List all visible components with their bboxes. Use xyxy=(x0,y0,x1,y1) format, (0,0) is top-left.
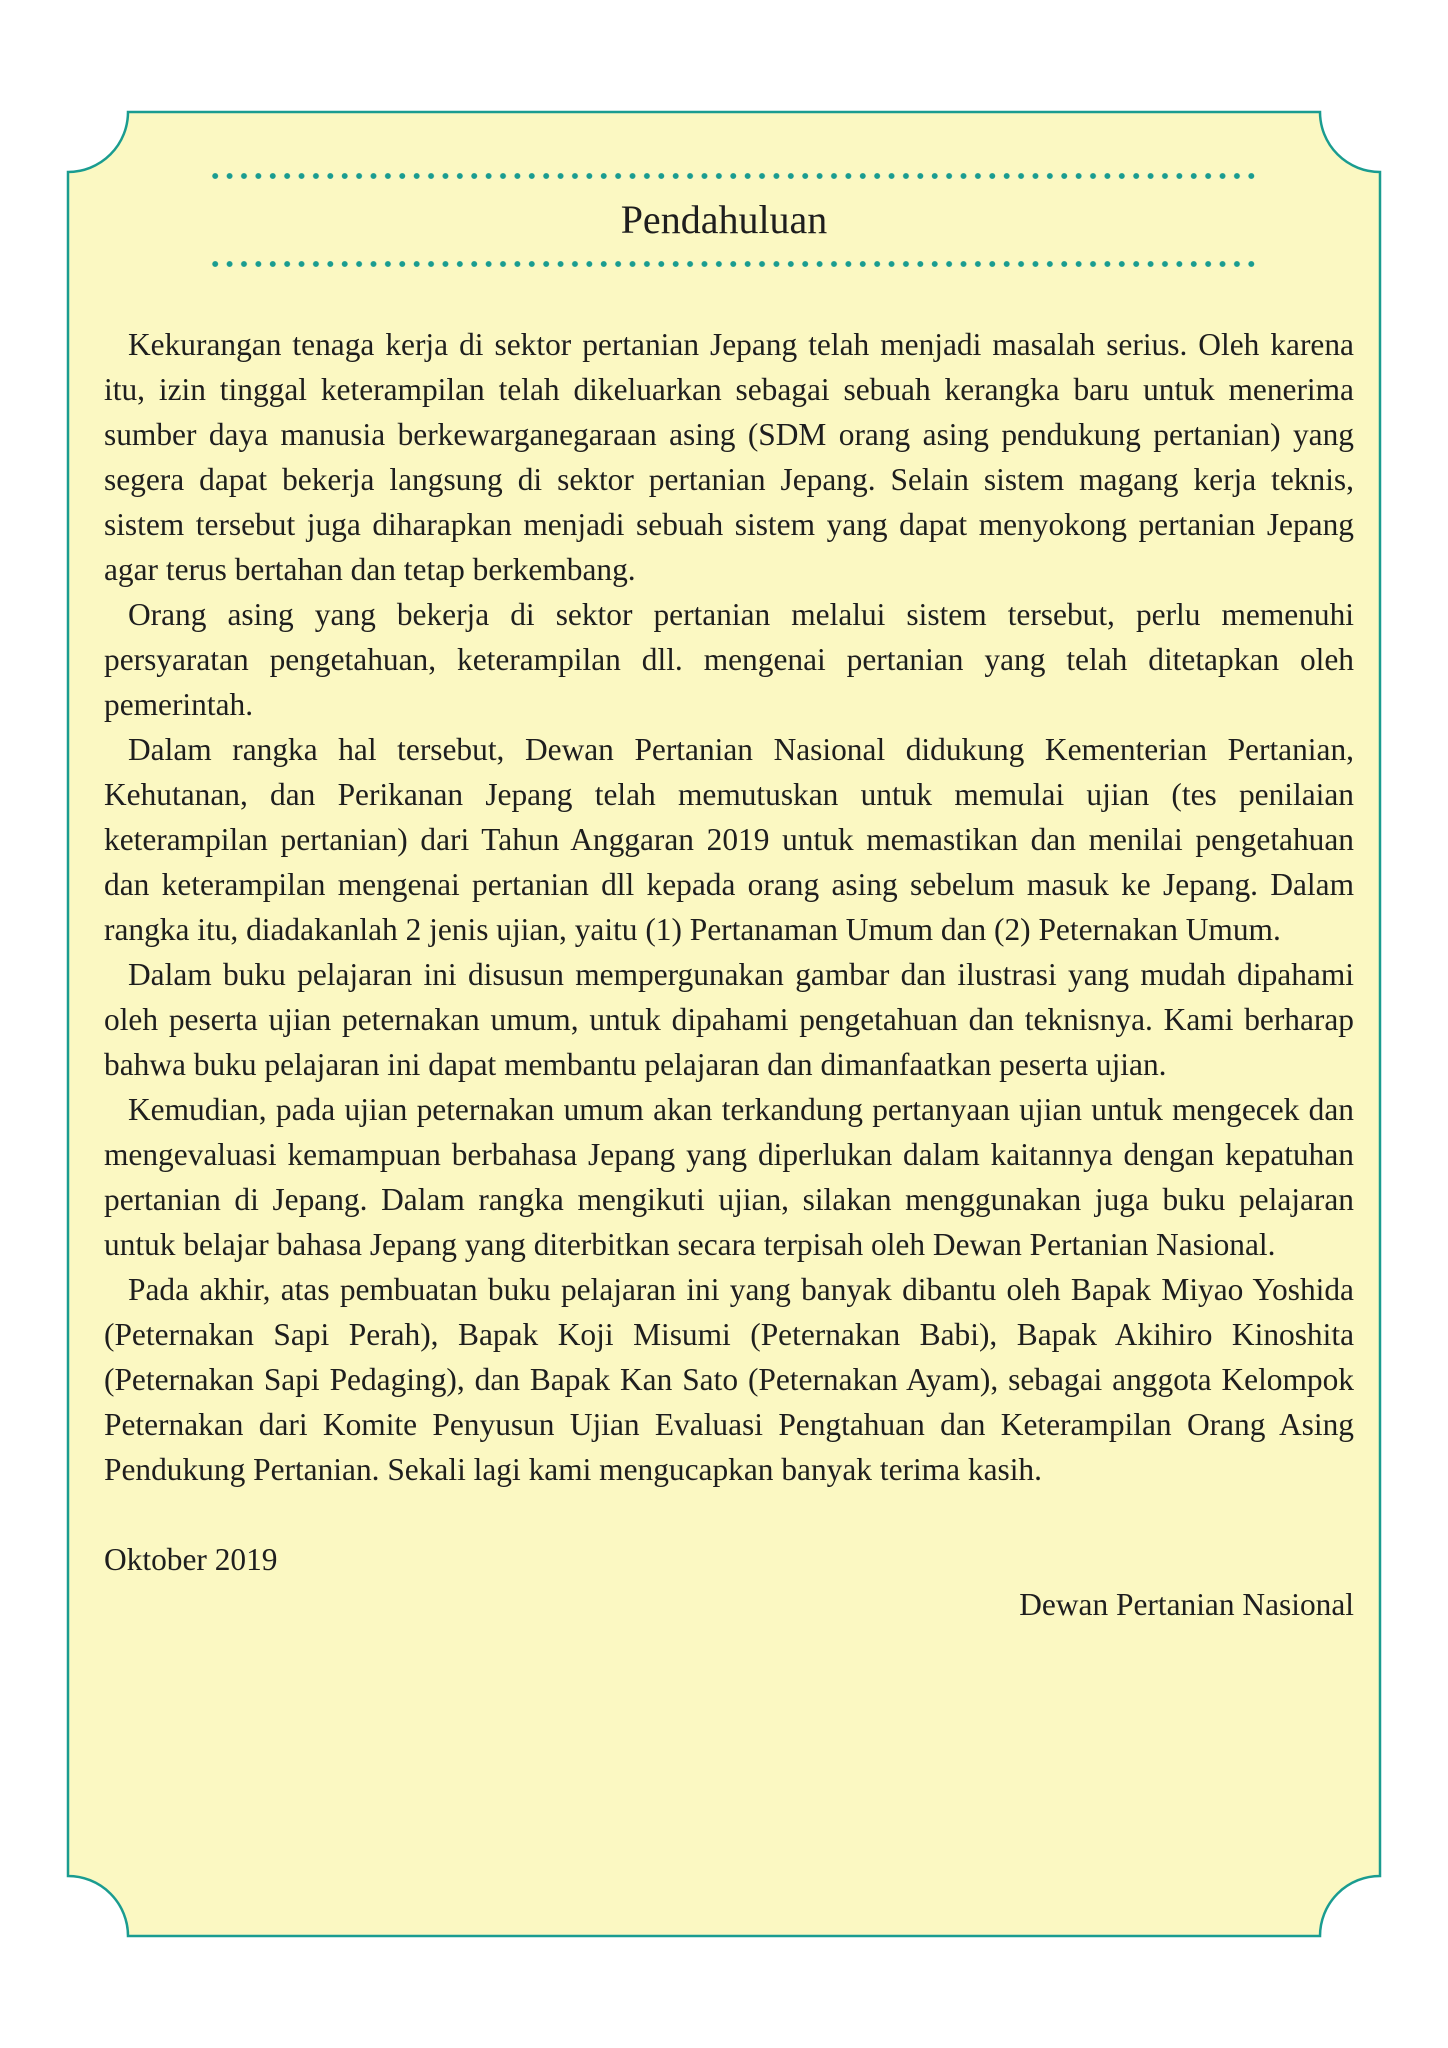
dotted-divider-top xyxy=(208,172,1256,180)
paragraph-5: Kemudian, pada ujian peternakan umum akan terkandung pertanyaan ujian untuk mengecek dan mengevaluasi kemampuan berbahasa Jepang yang diperlukan dalam kaitannya dengan kepatuhan pertanian di Jepang. Dalam rangka mengikuti ujian, silakan menggunakan juga buku pelajaran untuk belajar bahasa Jepang yang diterbitkan secara terpisah oleh Dewan Pertanian Nasional. xyxy=(104,1092,1354,1262)
document-signature: Dewan Pertanian Nasional xyxy=(1019,1587,1354,1622)
dotted-divider-bottom xyxy=(208,260,1256,268)
page-title: Pendahuluan xyxy=(620,197,828,242)
paragraph-1: Kekurangan tenaga kerja di sektor pertanian Jepang telah menjadi masalah serius. Oleh karena itu, izin tinggal keterampilan telah dikeluarkan sebagai sebuah kerangka baru untuk menerima sumber daya manusia berkewarganegaraan asing (SDM orang asing pendukung pertanian) yang segera dapat bekerja langsung di sektor pertanian Jepang. Selain sistem magang kerja teknis, sistem tersebut juga diharapkan menjadi sebuah sistem yang dapat menyokong pertanian Jepang agar terus bertahan dan tetap berkembang. xyxy=(104,327,1354,587)
paragraph-4: Dalam buku pelajaran ini disusun mempergunakan gambar dan ilustrasi yang mudah dipahami oleh peserta ujian peternakan umum, untuk dipahami pengetahuan dan teknisnya. Kami berharap bahwa buku pelajaran ini dapat membantu pelajaran dan dimanfaatkan peserta ujian. xyxy=(104,957,1354,1082)
document-date: Oktober 2019 xyxy=(104,1542,278,1577)
document-body xyxy=(104,322,1354,1627)
paragraph-3: Dalam rangka hal tersebut, Dewan Pertanian Nasional didukung Kementerian Pertanian, Kehutanan, dan Perikanan Jepang telah memutuskan untuk memulai ujian (tes penilaian keterampilan pertanian) dari Tahun Anggaran 2019 untuk memastikan dan menilai pengetahuan dan keterampilan mengenai pertanian dll kepada orang asing sebelum masuk ke Jepang. Dalam rangka itu, diadakanlah 2 jenis ujian, yaitu (1) Pertanaman Umum dan (2) Peternakan Umum. xyxy=(104,732,1354,947)
paragraph-2: Orang asing yang bekerja di sektor pertanian melalui sistem tersebut, perlu memenuhi persyaratan pengetahuan, keterampilan dll. mengenai pertanian yang telah ditetapkan oleh pemerintah. xyxy=(104,597,1354,722)
paragraph-6: Pada akhir, atas pembuatan buku pelajaran ini yang banyak dibantu oleh Bapak Miyao Yoshida (Peternakan Sapi Perah), Bapak Koji Misumi (Peternakan Babi), Bapak Akihiro Kinoshita (Peternakan Sapi Pedaging), dan Bapak Kan Sato (Peternakan Ayam), sebagai anggota Kelompok Peternakan dari Komite Penyusun Ujian Evaluasi Pengtahuan dan Keterampilan Orang Asing Pendukung Pertanian. Sekali lagi kami mengucapkan banyak terima kasih. xyxy=(104,1272,1354,1487)
